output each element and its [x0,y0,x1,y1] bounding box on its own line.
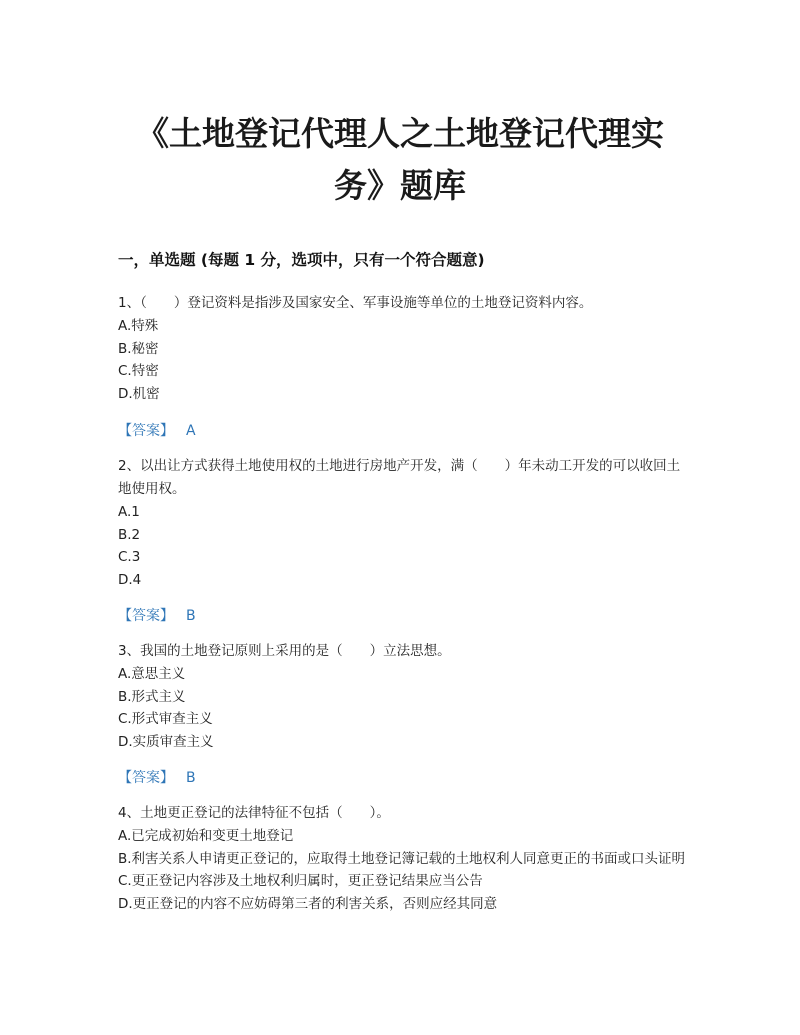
question-stem: 1、（ ）登记资料是指涉及国家安全、军事设施等单位的土地登记资料内容。 [118,295,593,311]
answer-1 [118,420,196,440]
answer-value: A [186,423,196,439]
option-d: D.机密 [118,385,160,402]
option-list [118,663,690,753]
option-d: D.更正登记的内容不应妨碍第三者的利害关系，否则应经其同意 [118,895,498,912]
option-c: C.更正登记内容涉及土地权利归属时，更正登记结果应当公告 [118,873,483,889]
option-c: C.3 [118,549,141,565]
question-3 [118,640,690,753]
question-1 [118,292,690,405]
option-a: A.已完成初始和变更土地登记 [118,828,294,844]
option-b: B.形式主义 [118,688,186,705]
answer-3 [118,767,196,787]
option-b: B.秘密 [118,340,159,357]
option-a: A.意思主义 [118,666,186,682]
option-d: D.4 [118,571,142,588]
option-b: B.2 [118,526,141,543]
option-list [118,825,690,915]
answer-2 [118,605,196,625]
answer-tag: 【答案】 [118,423,174,439]
question-4 [118,802,690,915]
option-list [118,315,690,405]
document-title [100,108,700,212]
option-b: B.利害关系人申请更正登记的，应取得土地登记簿记载的土地权利人同意更正的书面或口头证明 [118,850,686,867]
answer-value: B [186,770,196,786]
title-line-2: 务》题库 [334,166,466,205]
option-d: D.实质审查主义 [118,733,214,750]
question-stem: 2、以出让方式获得土地使用权的土地进行房地产开发，满（ ）年未动工开发的可以收回土地使用权。 [118,458,681,497]
question-stem: 3、我国的土地登记原则上采用的是（ ）立法思想。 [118,643,451,659]
question-2 [118,455,690,591]
answer-tag: 【答案】 [118,608,174,624]
answer-tag: 【答案】 [118,770,174,786]
option-c: C.特密 [118,363,159,379]
section-heading: 一，单选题 (每题 1 分，选项中，只有一个符合题意) [118,251,485,269]
title-line-1: 《土地登记代理人之土地登记代理实 [136,114,664,153]
option-c: C.形式审查主义 [118,711,213,727]
question-stem: 4、土地更正登记的法律特征不包括（ ）。 [118,805,390,821]
option-a: A.特殊 [118,318,159,334]
option-a: A.1 [118,504,140,520]
answer-value: B [186,608,196,624]
option-list [118,501,690,591]
